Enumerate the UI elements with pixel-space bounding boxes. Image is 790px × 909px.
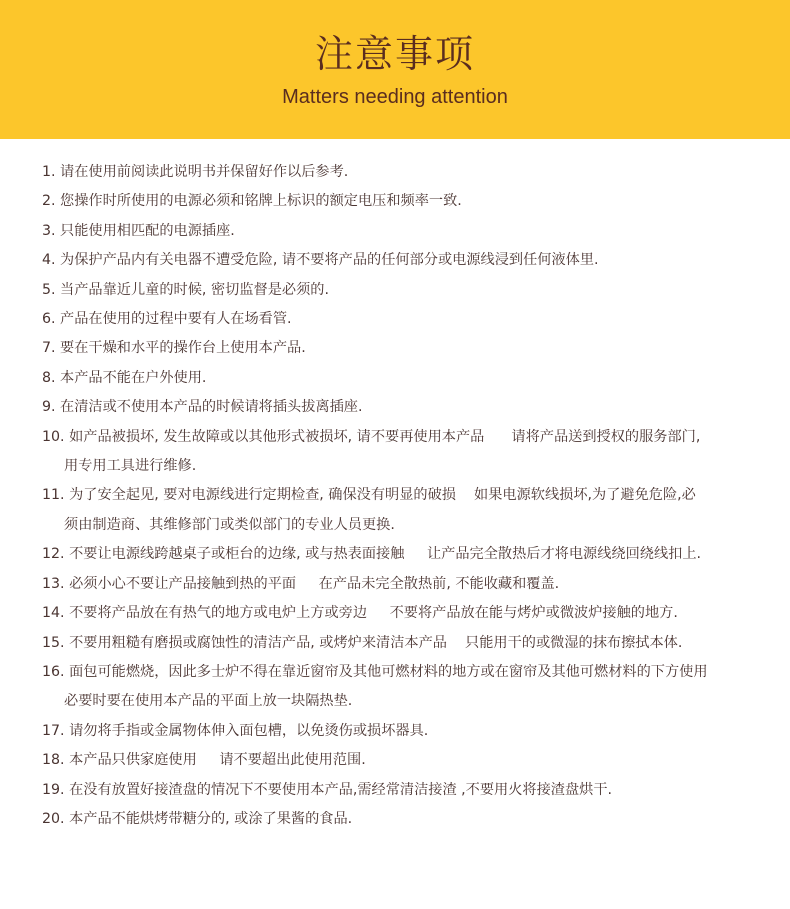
notice-number: 4. xyxy=(42,252,61,269)
notice-item xyxy=(42,364,782,393)
notice-text: 请在使用前阅读此说明书并保留好作以后参考. xyxy=(60,164,349,180)
notice-number: 3. xyxy=(42,222,61,239)
page-subtitle: Matters needing attention xyxy=(282,86,508,108)
notice-item xyxy=(42,540,782,569)
notice-item xyxy=(42,276,782,305)
notice-number: 14. xyxy=(42,605,70,622)
notice-text: 本产品不能烘烤带糖分的, 或涂了果酱的食品. xyxy=(69,810,353,827)
notice-text: 要在干燥和水平的操作台上使用本产品. xyxy=(60,340,306,357)
notice-text-block xyxy=(69,664,707,680)
notice-number: 18. xyxy=(42,752,70,769)
notice-item xyxy=(42,746,782,775)
notice-number: 19. xyxy=(42,781,70,798)
notice-text-block xyxy=(60,276,782,305)
notice-item xyxy=(42,805,782,834)
notice-text: 不要将产品放在有热气的地方或电炉上方或旁边 不要将产品放在能与烤炉或微波炉接触的地方. xyxy=(69,605,678,622)
notice-text-block xyxy=(69,717,782,746)
notice-item xyxy=(42,187,782,216)
notice-text: 本产品不能在户外使用. xyxy=(60,369,207,386)
notice-text: 本产品只供家庭使用 请不要超出此使用范围. xyxy=(69,752,366,769)
notice-number: 16. xyxy=(42,663,70,680)
notice-text-block xyxy=(69,599,782,628)
notice-number: 8. xyxy=(42,369,61,386)
notice-item xyxy=(42,658,782,717)
header-banner xyxy=(0,0,790,139)
notice-number: 1. xyxy=(42,164,61,180)
notice-list xyxy=(42,158,782,834)
notice-number: 6. xyxy=(42,311,61,328)
notice-text-block xyxy=(69,429,700,445)
notice-text-block xyxy=(69,805,782,834)
notice-text-block xyxy=(60,158,782,187)
notice-text: 如产品被损坏, 发生故障或以其他形式被损坏, 请不要再使用本产品 请将产品送到授权的服务部门, xyxy=(69,428,701,445)
notice-item xyxy=(42,570,782,599)
notice-text-block xyxy=(60,364,782,393)
notice-item xyxy=(42,246,782,275)
notice-item xyxy=(42,423,782,482)
notice-text-block xyxy=(69,776,782,805)
notice-text: 不要用粗糙有磨损或腐蚀性的清洁产品, 或烤炉来清洁本产品 只能用干的或微湿的抹布擦拭本体. xyxy=(69,634,683,651)
notice-text-block xyxy=(60,305,782,334)
notice-text-block xyxy=(69,746,782,775)
notice-text-block xyxy=(69,629,782,658)
page-title: 注意事项 xyxy=(314,32,475,76)
notice-text: 不要让电源线跨越桌子或柜台的边缘, 或与热表面接触 让产品完全散热后才将电源线绕回绕线扣上. xyxy=(69,546,702,563)
notice-text-block xyxy=(60,187,782,216)
notice-text-continuation: 必要时要在使用本产品的平面上放一块隔热垫. xyxy=(64,693,353,710)
notice-number: 10. xyxy=(42,428,70,445)
notice-text-block xyxy=(69,540,782,569)
notice-text: 为了安全起见, 要对电源线进行定期检查, 确保没有明显的破损 如果电源软线损坏,为了避免危险,必 xyxy=(69,487,696,504)
notice-text-continuation: 用专用工具进行维修. xyxy=(64,458,197,475)
notice-text-block xyxy=(60,393,782,422)
notice-item xyxy=(42,717,782,746)
notice-text: 在清洁或不使用本产品的时候请将插头拔离插座. xyxy=(60,399,363,416)
notice-text: 您操作时所使用的电源必须和铭牌上标识的额定电压和频率一致. xyxy=(60,193,462,210)
notice-number: 7. xyxy=(42,340,61,357)
notice-item xyxy=(42,393,782,422)
notice-item xyxy=(42,481,782,540)
notice-number: 9. xyxy=(42,399,61,416)
notice-item xyxy=(42,217,782,246)
notice-number: 17. xyxy=(42,722,70,739)
notice-text: 只能使用相匹配的电源插座. xyxy=(60,222,235,239)
notice-text-continuation: 须由制造商、其维修部门或类似部门的专业人员更换. xyxy=(64,516,395,533)
notice-text: 当产品靠近儿童的时候, 密切监督是必须的. xyxy=(60,281,329,298)
notice-item xyxy=(42,305,782,334)
notice-number: 5. xyxy=(42,281,61,298)
notice-number: 12. xyxy=(42,546,70,563)
notice-number: 15. xyxy=(42,634,70,651)
notice-text-block xyxy=(69,570,782,599)
notice-text: 产品在使用的过程中要有人在场看管. xyxy=(60,311,292,328)
notice-item xyxy=(42,158,782,187)
notice-item xyxy=(42,629,782,658)
notice-text-block xyxy=(60,334,782,363)
notice-text: 面包可能燃烧，因此多士炉不得在靠近窗帘及其他可燃材料的地方或在窗帘及其他可燃材料的下方使用 xyxy=(69,663,708,680)
notice-text-block xyxy=(60,246,782,275)
notice-text-block xyxy=(69,487,696,503)
notice-number: 2. xyxy=(42,193,61,210)
notice-number: 20. xyxy=(42,810,70,827)
notice-number: 11. xyxy=(42,487,70,504)
notice-text: 在没有放置好接渣盘的情况下不要使用本产品,需经常清洁接渣 ,不要用火将接渣盘烘干. xyxy=(69,781,613,798)
notice-item xyxy=(42,599,782,628)
notice-item xyxy=(42,776,782,805)
notice-text-block xyxy=(60,217,782,246)
notice-item xyxy=(42,334,782,363)
notice-text: 必须小心不要让产品接触到热的平面 在产品未完全散热前, 不能收藏和覆盖. xyxy=(69,575,560,592)
notice-text: 请勿将手指或金属物体伸入面包槽，以免烫伤或损坏器具. xyxy=(69,722,429,739)
notice-number: 13. xyxy=(42,575,70,592)
notice-text: 为保护产品内有关电器不遭受危险, 请不要将产品的任何部分或电源线浸到任何液体里. xyxy=(60,252,599,269)
